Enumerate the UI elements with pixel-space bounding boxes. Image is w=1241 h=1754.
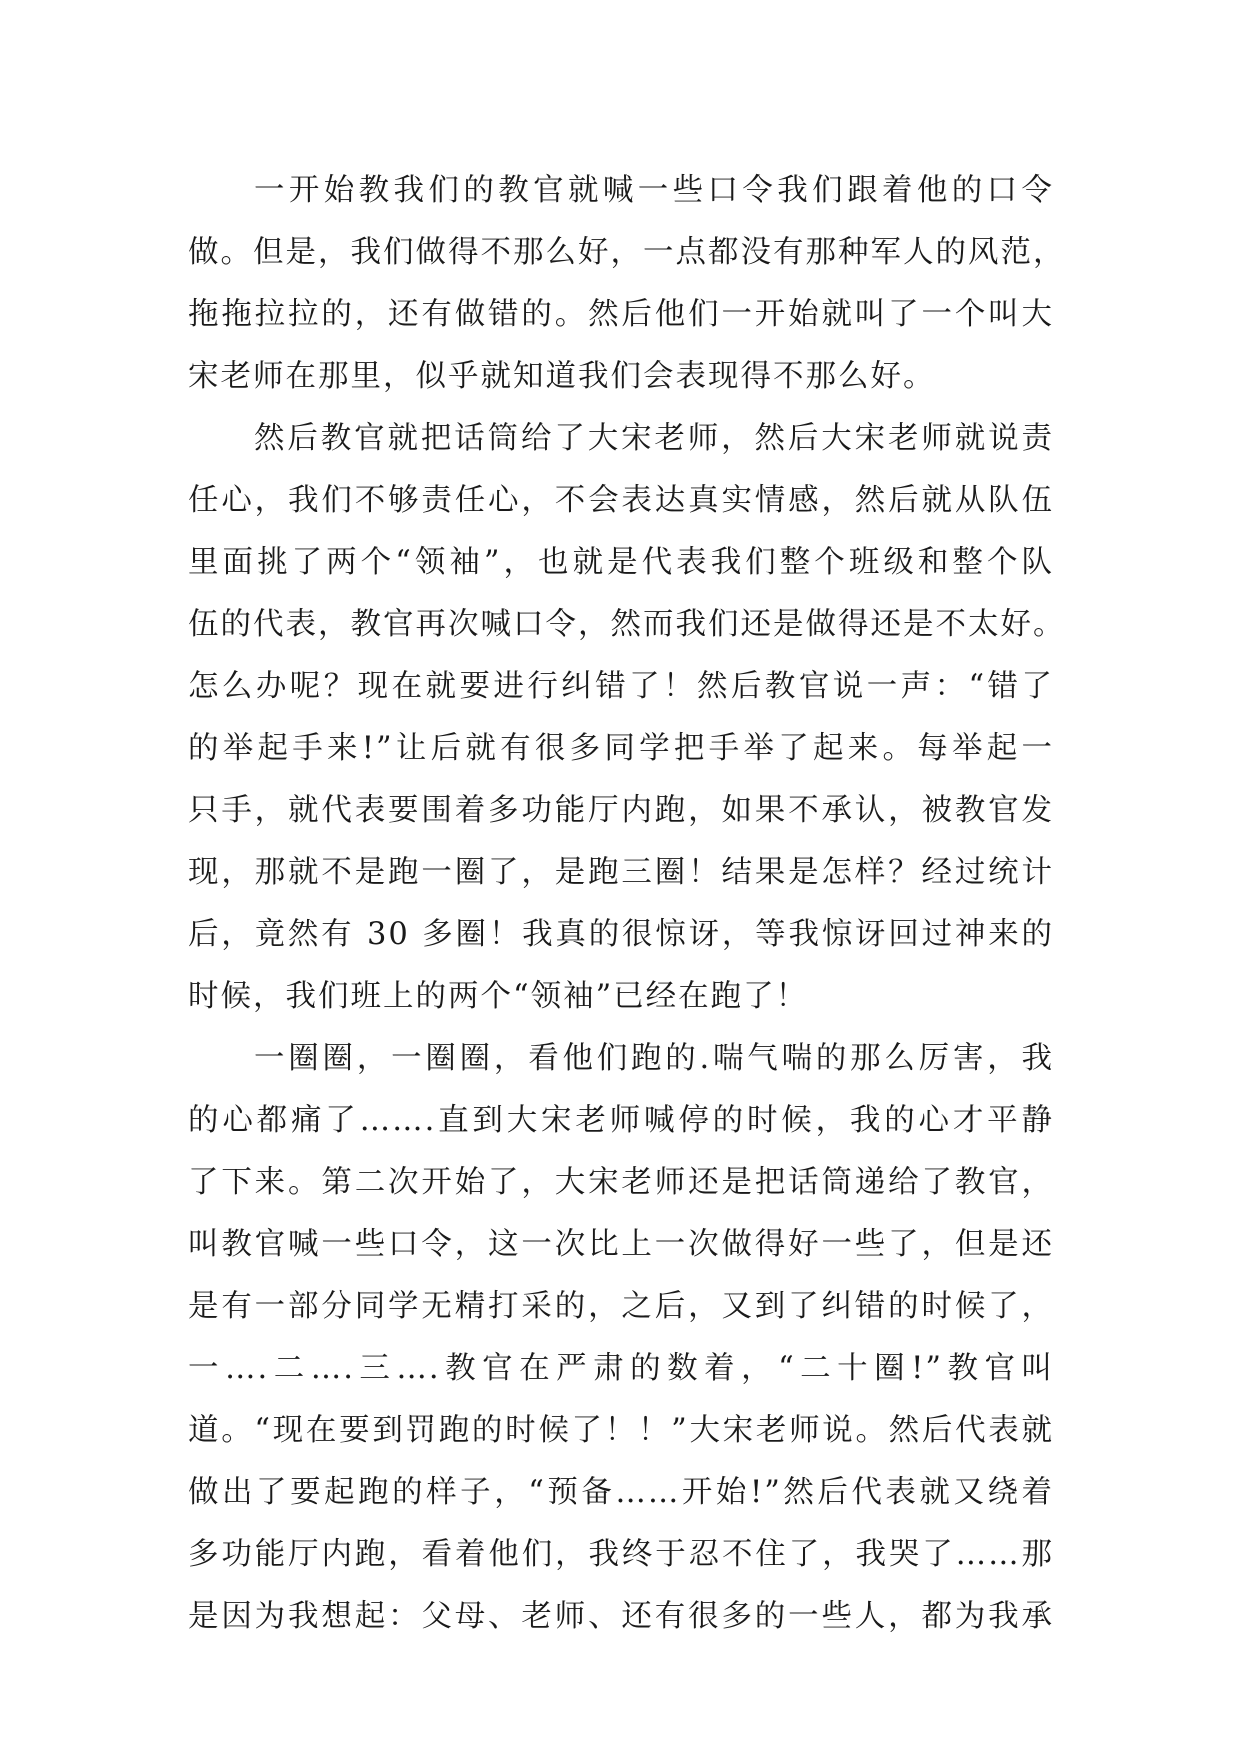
paragraph-line: 多功能厅内跑，看着他们，我终于忍不住了，我哭了……那 <box>188 1537 1054 1572</box>
paragraph-line: 的心都痛了…….直到大宋老师喊停的时候，我的心才平静 <box>188 1103 1054 1138</box>
paragraph-line: 叫教官喊一些口令，这一次比上一次做得好一些了，但是还 <box>188 1227 1054 1262</box>
paragraph-line: 只手，就代表要围着多功能厅内跑，如果不承认，被教官发 <box>188 793 1054 828</box>
paragraph-line: 后，竟然有 30 多圈！我真的很惊讶，等我惊讶回过神来的 <box>188 917 1054 952</box>
paragraph-line: 一开始教我们的教官就喊一些口令我们跟着他的口令 <box>254 173 1054 208</box>
paragraph-line: 怎么办呢？现在就要进行纠错了！然后教官说一声：“错了 <box>188 669 1054 704</box>
paragraph-line: 是因为我想起：父母、老师、还有很多的一些人，都为我承 <box>188 1599 1054 1634</box>
paragraph-line: 一圈圈，一圈圈，看他们跑的.喘气喘的那么厉害，我 <box>254 1041 1054 1076</box>
paragraph-line: 伍的代表，教官再次喊口令，然而我们还是做得还是不太好。 <box>188 607 1066 642</box>
paragraph-line: 时候，我们班上的两个“领袖”已经在跑了！ <box>188 979 809 1014</box>
paragraph-line: 然后教官就把话筒给了大宋老师，然后大宋老师就说责 <box>254 421 1054 456</box>
paragraph-line: 任心，我们不够责任心，不会表达真实情感，然后就从队伍 <box>188 483 1054 518</box>
paragraph-line: 一….二….三….教官在严肃的数着，“二十圈!”教官叫 <box>188 1351 1054 1386</box>
paragraph-line: 是有一部分同学无精打采的，之后，又到了纠错的时候了， <box>188 1289 1054 1324</box>
paragraph-line: 做。但是，我们做得不那么好，一点都没有那种军人的风范， <box>188 235 1066 270</box>
paragraph-line: 宋老师在那里，似乎就知道我们会表现得不那么好。 <box>188 359 936 394</box>
paragraph-line: 现，那就不是跑一圈了，是跑三圈！结果是怎样？经过统计 <box>188 855 1054 890</box>
paragraph-line: 拖拖拉拉的，还有做错的。然后他们一开始就叫了一个叫大 <box>188 297 1054 332</box>
paragraph-line: 了下来。第二次开始了，大宋老师还是把话筒递给了教官， <box>188 1165 1054 1200</box>
paragraph-line: 道。“现在要到罚跑的时候了！！”大宋老师说。然后代表就 <box>188 1413 1054 1448</box>
paragraph-line: 做出了要起跑的样子，“预备……开始!”然后代表就又绕着 <box>188 1475 1054 1510</box>
paragraph-line: 里面挑了两个“领袖”，也就是代表我们整个班级和整个队 <box>188 545 1054 580</box>
body-text <box>188 160 1066 1648</box>
paragraph-line: 的举起手来!”让后就有很多同学把手举了起来。每举起一 <box>188 731 1054 766</box>
